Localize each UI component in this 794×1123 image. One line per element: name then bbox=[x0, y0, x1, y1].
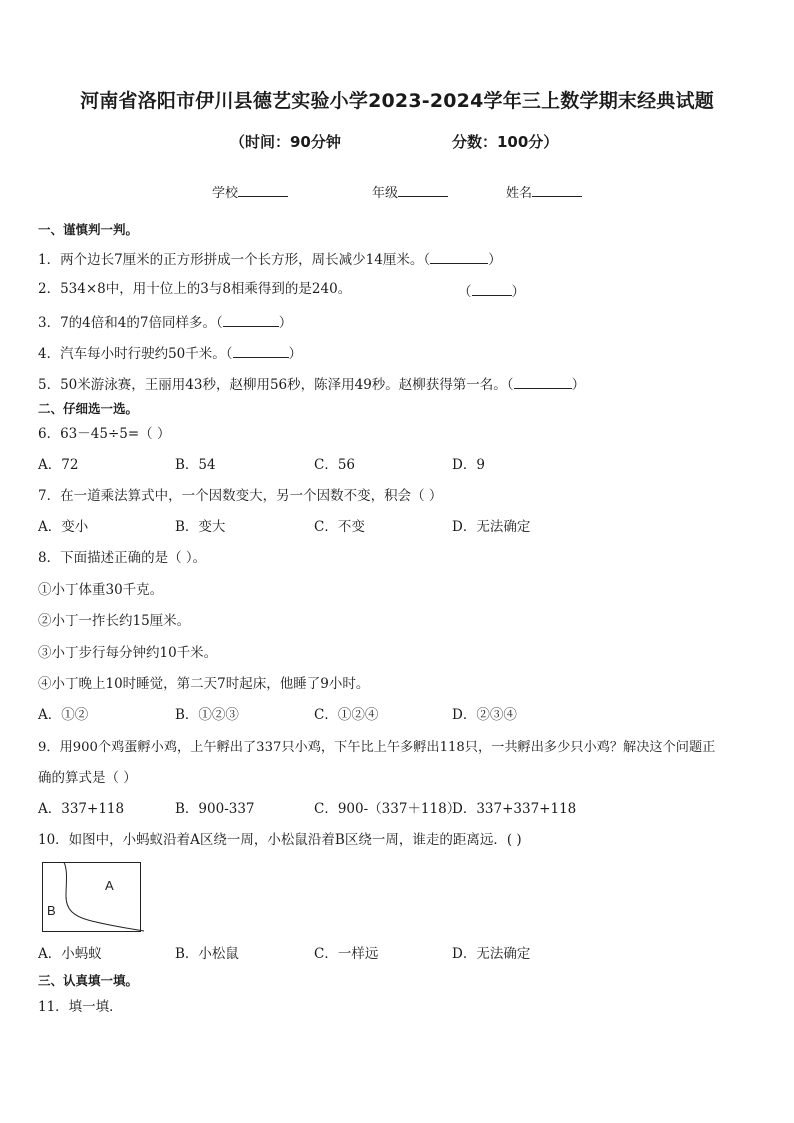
answer-blank-2[interactable] bbox=[472, 283, 512, 296]
q9-option-b[interactable]: B．900-337 bbox=[175, 801, 255, 817]
q7-option-b[interactable]: B．变大 bbox=[175, 519, 226, 535]
question-11: 11．填一填． bbox=[38, 999, 123, 1015]
q8-option-d[interactable]: D．②③④ bbox=[452, 707, 517, 723]
school-field bbox=[212, 182, 288, 201]
answer-blank-3[interactable] bbox=[223, 314, 279, 327]
question-2-open: （ bbox=[458, 284, 472, 300]
q10-option-a[interactable]: A．小蚂蚁 bbox=[38, 946, 102, 962]
q9-option-d[interactable]: D．337+337+118 bbox=[452, 801, 577, 817]
question-1 bbox=[38, 251, 502, 268]
question-3-close: ） bbox=[278, 315, 293, 331]
region-diagram bbox=[42, 862, 146, 934]
question-2-answer bbox=[458, 283, 525, 300]
q6-option-c[interactable]: C．56 bbox=[314, 457, 356, 473]
q10-option-c[interactable]: C．一样远 bbox=[314, 946, 379, 962]
region-a-label: A bbox=[105, 878, 114, 893]
q7-option-a[interactable]: A．变小 bbox=[38, 519, 89, 535]
question-1-text: 1．两个边长7厘米的正方形拼成一个长方形，周长减少14厘米。（ bbox=[38, 252, 431, 268]
q8-option-a[interactable]: A．①② bbox=[38, 707, 89, 723]
grade-field bbox=[372, 182, 448, 201]
answer-blank-1[interactable] bbox=[430, 251, 488, 264]
q8-option-b[interactable]: B．①②③ bbox=[175, 707, 239, 723]
section-heading-judge: 一、谨慎判一判。 bbox=[38, 222, 139, 237]
q7-option-c[interactable]: C．不变 bbox=[314, 519, 365, 535]
school-label: 学校 bbox=[212, 186, 239, 201]
name-label: 姓名 bbox=[506, 186, 533, 201]
question-4-text: 4．汽车每小时行驶约50千米。（ bbox=[38, 346, 233, 362]
question-7: 7．在一道乘法算式中，一个因数变大，另一个因数不变，积会（ ） bbox=[38, 488, 443, 504]
q7-option-d[interactable]: D．无法确定 bbox=[452, 519, 531, 535]
question-5 bbox=[38, 376, 585, 393]
grade-label: 年级 bbox=[372, 186, 399, 201]
question-4-close: ） bbox=[288, 346, 303, 362]
question-5-close: ） bbox=[571, 377, 586, 393]
question-8: 8．下面描述正确的是（ ）。 bbox=[38, 550, 207, 566]
dividing-curve bbox=[64, 863, 144, 932]
name-blank[interactable] bbox=[532, 183, 582, 197]
region-b-label: B bbox=[47, 903, 56, 918]
exam-score: 分数：100分） bbox=[452, 133, 559, 151]
question-3-text: 3．7的4倍和4的7倍同样多。（ bbox=[38, 315, 223, 331]
q10-option-b[interactable]: B．小松鼠 bbox=[175, 946, 239, 962]
question-6: 6．63－45÷5=（ ） bbox=[38, 426, 171, 442]
question-2 bbox=[38, 283, 351, 297]
q10-option-d[interactable]: D．无法确定 bbox=[452, 946, 531, 962]
exam-time: （时间：90分钟 bbox=[230, 133, 341, 151]
question-9-line-2: 确的算式是（ ） bbox=[38, 770, 137, 786]
question-2-text: 2．534×8中，用十位上的3与8相乘得到的是240。 bbox=[38, 281, 352, 297]
q10-region-figure bbox=[42, 862, 146, 938]
q9-option-a[interactable]: A．337+118 bbox=[38, 801, 125, 817]
q9-option-c[interactable]: C．900-（337＋118） bbox=[314, 801, 461, 817]
q6-option-b[interactable]: B．54 bbox=[175, 457, 216, 473]
question-3 bbox=[38, 314, 292, 331]
name-field bbox=[506, 182, 582, 201]
grade-blank[interactable] bbox=[398, 183, 448, 197]
section-heading-choice: 二、仔细选一选。 bbox=[38, 401, 139, 416]
section-heading-fill: 三、认真填一填。 bbox=[38, 973, 139, 988]
question-5-text: 5．50米游泳赛，王丽用43秒，赵柳用56秒，陈泽用49秒。赵柳获得第一名。（ bbox=[38, 377, 514, 393]
q8-statement-3: ③小丁步行每分钟约10千米。 bbox=[38, 645, 218, 661]
answer-blank-5[interactable] bbox=[514, 376, 572, 389]
q6-option-a[interactable]: A．72 bbox=[38, 457, 79, 473]
q8-statement-2: ②小丁一拃长约15厘米。 bbox=[38, 613, 191, 629]
q8-statement-4: ④小丁晚上10时睡觉，第二天7时起床，他睡了9小时。 bbox=[38, 676, 370, 692]
q8-option-c[interactable]: C．①②④ bbox=[314, 707, 379, 723]
question-9-line-1: 9．用900个鸡蛋孵小鸡，上午孵出了337只小鸡，下午比上午多孵出118只，一共孵出多少只小鸡？解决这个问题正 bbox=[38, 740, 716, 755]
question-1-close: ） bbox=[488, 252, 502, 268]
question-10: 10．如图中，小蚂蚁沿着A区绕一周，小松鼠沿着B区绕一周，谁走的距离远．( ) bbox=[38, 832, 522, 848]
question-2-close: ） bbox=[511, 284, 525, 300]
question-4 bbox=[38, 345, 302, 362]
answer-blank-4[interactable] bbox=[233, 345, 289, 358]
school-blank[interactable] bbox=[238, 183, 288, 197]
page-title: 河南省洛阳市伊川县德艺实验小学2023-2024学年三上数学期末经典试题 bbox=[80, 90, 714, 112]
q8-statement-1: ①小丁体重30千克。 bbox=[38, 582, 164, 598]
q6-option-d[interactable]: D．9 bbox=[452, 457, 485, 473]
